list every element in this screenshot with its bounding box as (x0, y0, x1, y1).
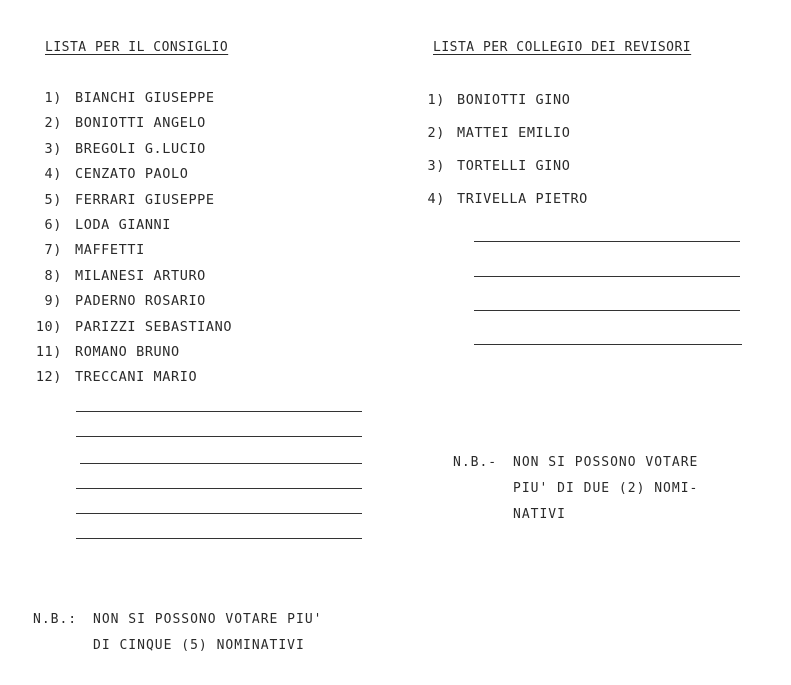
council-list-heading: LISTA PER IL CONSIGLIO (45, 40, 229, 55)
council-voting-note (33, 607, 323, 659)
candidate-number: 6) (44, 216, 62, 233)
candidate-name: BIANCHI GIUSEPPE (75, 90, 215, 106)
candidate-number: 1) (427, 92, 445, 108)
note-line: NON SI POSSONO VOTARE (513, 455, 699, 470)
note-label: N.B.- (453, 455, 498, 470)
candidate-name: PADERNO ROSARIO (75, 293, 206, 310)
candidate-number: 5) (44, 191, 62, 208)
auditors-list-heading: LISTA PER COLLEGIO DEI REVISORI (433, 40, 692, 55)
list-item (0, 365, 232, 390)
candidate-name: BONIOTTI ANGELO (75, 115, 206, 132)
candidate-name: LODA GIANNI (75, 216, 172, 233)
list-item (0, 340, 232, 365)
write-in-line (76, 513, 362, 514)
candidate-number: 2) (44, 115, 62, 132)
write-in-line (80, 463, 362, 464)
candidate-name: MAFFETTI (75, 242, 145, 259)
list-item (405, 117, 588, 150)
list-item (405, 150, 588, 183)
candidate-number: 7) (44, 242, 62, 259)
candidate-name: FERRARI GIUSEPPE (75, 191, 215, 208)
candidate-number: 12) (35, 369, 62, 386)
auditors-voting-note (453, 450, 698, 528)
candidate-name: PARIZZI SEBASTIANO (75, 318, 233, 335)
note-line: PIU' DI DUE (2) NOMI- (513, 481, 699, 496)
list-item (0, 111, 232, 136)
note-label: N.B.: (33, 612, 78, 627)
note-line: NATIVI (513, 507, 566, 522)
candidate-name: TRIVELLA PIETRO (457, 191, 588, 207)
note-line: NON SI POSSONO VOTARE PIU' (93, 612, 323, 627)
candidate-number: 11) (35, 343, 62, 360)
candidate-name: TORTELLI GINO (457, 158, 571, 174)
auditors-candidate-list (405, 84, 588, 216)
list-item (0, 289, 232, 314)
candidate-name: TRECCANI MARIO (75, 369, 198, 386)
list-item (405, 183, 588, 216)
candidate-number: 4) (427, 191, 445, 207)
list-item (0, 213, 232, 238)
list-item (0, 315, 232, 340)
list-item (0, 238, 232, 263)
candidate-number: 4) (44, 166, 62, 183)
list-item (0, 162, 232, 187)
write-in-line (474, 310, 740, 311)
list-item (0, 188, 232, 213)
write-in-line (474, 344, 742, 345)
write-in-line (76, 538, 362, 539)
candidate-name: BONIOTTI GINO (457, 92, 571, 108)
candidate-name: BREGOLI G.LUCIO (75, 140, 206, 157)
list-item (405, 84, 588, 117)
list-item (0, 264, 232, 289)
council-candidate-list (0, 86, 232, 391)
candidate-name: MATTEI EMILIO (457, 125, 571, 141)
candidate-number: 9) (44, 293, 62, 310)
candidate-name: MILANESI ARTURO (75, 267, 206, 284)
candidate-name: ROMANO BRUNO (75, 343, 180, 360)
candidate-name: CENZATO PAOLO (75, 166, 189, 183)
note-line: DI CINQUE (5) NOMINATIVI (93, 638, 305, 653)
candidate-number: 10) (35, 318, 62, 335)
candidate-number: 2) (427, 125, 445, 141)
candidate-number: 3) (44, 140, 62, 157)
list-item (0, 137, 232, 162)
candidate-number: 3) (427, 158, 445, 174)
list-item (0, 86, 232, 111)
write-in-line (76, 436, 362, 437)
write-in-line (76, 411, 362, 412)
write-in-line (76, 488, 362, 489)
candidate-number: 8) (44, 267, 62, 284)
write-in-line (474, 241, 740, 242)
candidate-number: 1) (44, 90, 62, 106)
write-in-line (474, 276, 740, 277)
